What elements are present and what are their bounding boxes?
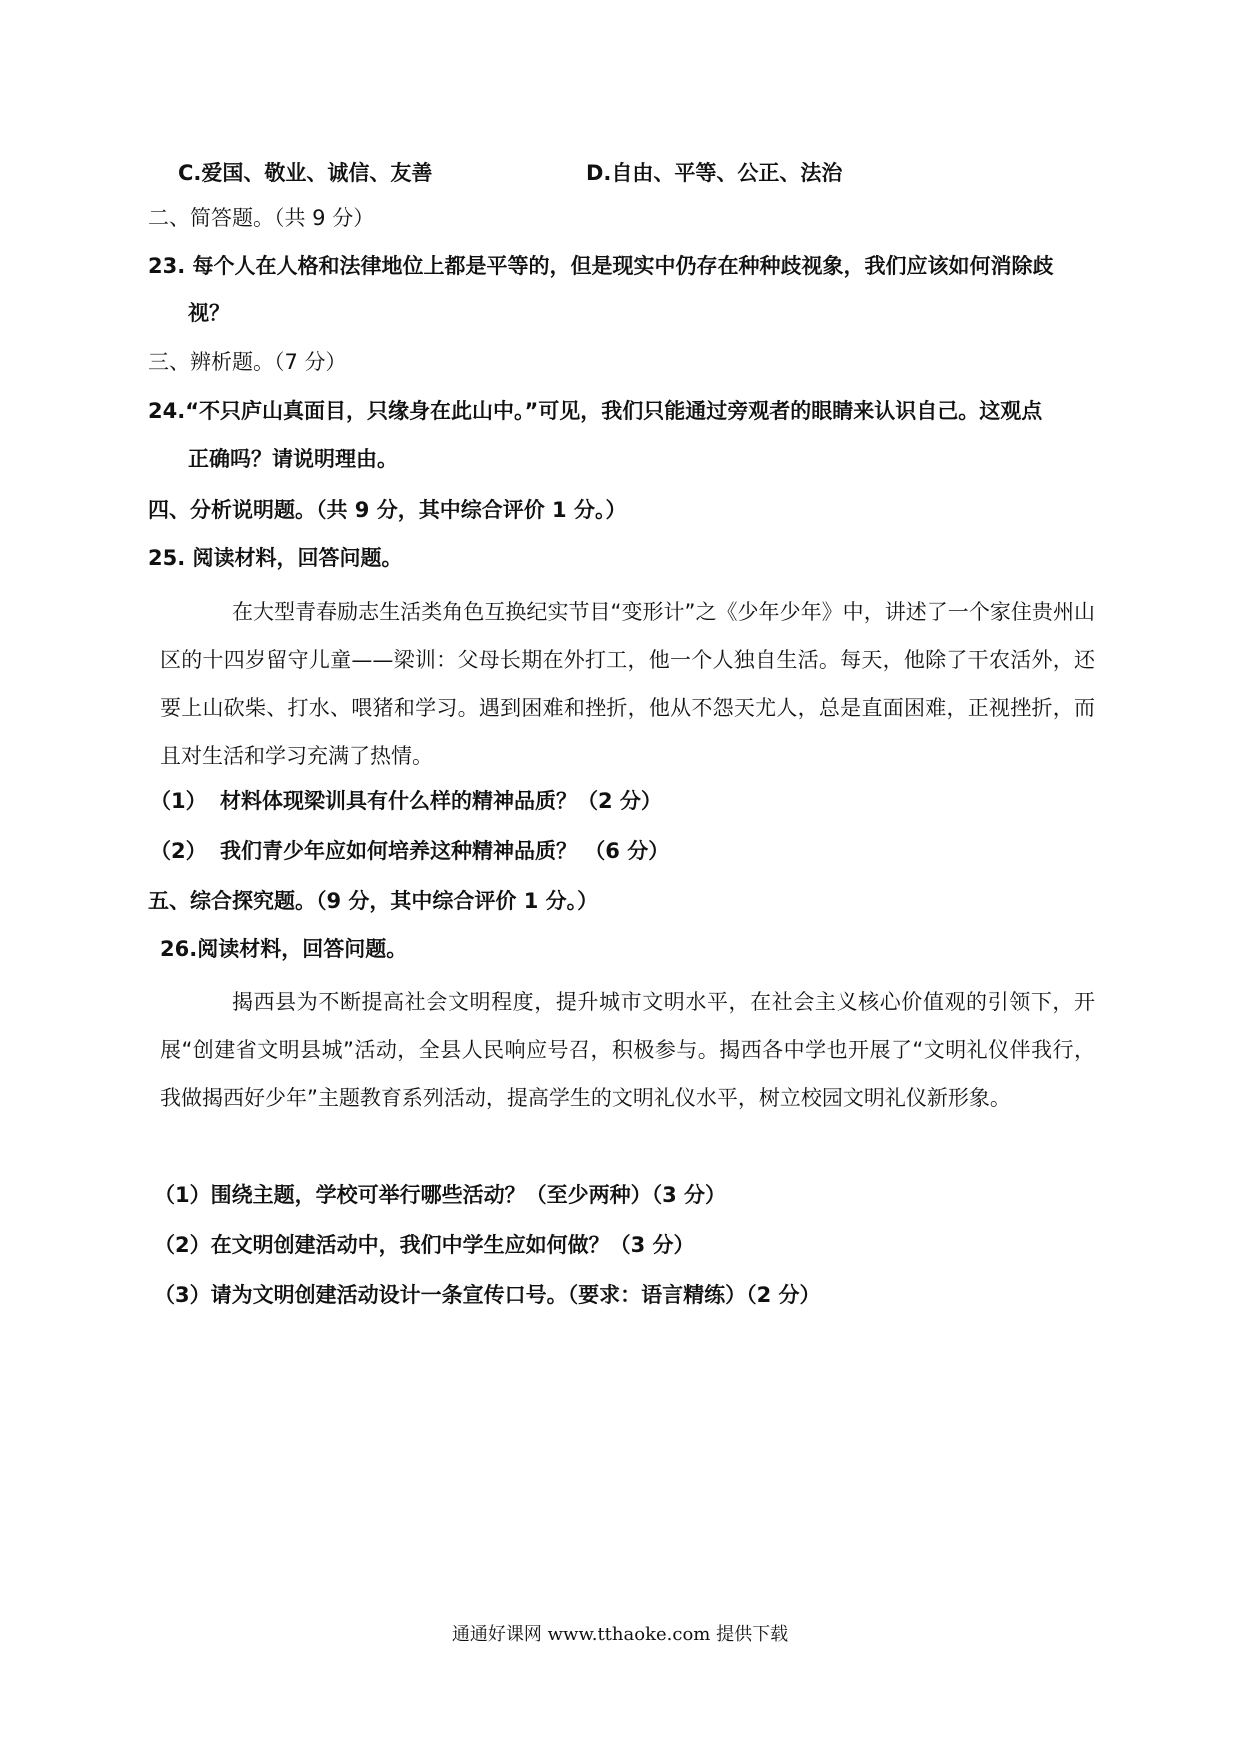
material-26: 揭西县为不断提高社会文明程度，提升城市文明水平，在社会主义核心价值观的引领下，开展“创建省文明县城”活动，全县人民响应号召，积极参与。揭西各中学也开展了“文明礼仪伴我行，我做揭西好少年”主题教育系列活动，提高学生的文明礼仪水平，树立校园文明礼仪新形象。: [160, 990, 1095, 1110]
question-25-sub2: [150, 836, 669, 866]
sub-text: 我们青少年应如何培养这种精神品质？ （6 分）: [220, 839, 670, 863]
question-23-line2: 视？: [188, 301, 230, 325]
question-25-sub1: [150, 786, 662, 816]
section5-heading: 五、综合探究题。（9 分，其中综合评价 1 分。）: [148, 889, 599, 913]
question-23-line1: 23. 每个人在人格和法律地位上都是平等的，但是现实中仍存在种种歧视象，我们应该如何消除歧: [148, 254, 1054, 278]
question-26-sub2: （2）在文明创建活动中，我们中学生应如何做？（3 分）: [154, 1233, 695, 1257]
section2-heading: 二、简答题。（共 9 分）: [148, 206, 375, 230]
section4-heading: 四、分析说明题。（共 9 分，其中综合评价 1 分。）: [148, 498, 627, 522]
sub-text: 材料体现梁训具有什么样的精神品质？（2 分）: [220, 789, 662, 813]
question-24-line1: 24.“不只庐山真面目，只缘身在此山中。”可见，我们只能通过旁观者的眼睛来认识自己。这观点: [148, 399, 1043, 423]
sub-number: （1）: [150, 789, 207, 813]
question-26-sub1: （1）围绕主题，学校可举行哪些活动？（至少两种）（3 分）: [154, 1183, 727, 1207]
footer-source: 通通好课网 www.tthaoke.com 提供下载: [451, 1624, 789, 1645]
option-c: C.爱国、敬业、诚信、友善: [178, 161, 433, 185]
option-d: D.自由、平等、公正、法治: [586, 161, 843, 185]
options-row: [178, 158, 843, 188]
question-25: 25. 阅读材料，回答问题。: [148, 546, 403, 570]
question-24-line2: 正确吗？请说明理由。: [188, 447, 398, 471]
question-26: 26.阅读材料，回答问题。: [160, 937, 408, 961]
section3-heading: 三、辨析题。（7 分）: [148, 350, 347, 374]
sub-number: （2）: [150, 839, 207, 863]
material-25: 在大型青春励志生活类角色互换纪实节目“变形计”之《少年少年》中，讲述了一个家住贵州山区的十四岁留守儿童——梁训：父母长期在外打工，他一个人独自生活。每天，他除了干农活外，还要上山砍柴、打水、喂猪和学习。遇到困难和挫折，他从不怨天尤人，总是直面困难，正视挫折，而且对生活和学习充满了热情。: [160, 600, 1095, 768]
question-26-sub3: （3）请为文明创建活动设计一条宣传口号。（要求：语言精练）（2 分）: [154, 1283, 821, 1307]
